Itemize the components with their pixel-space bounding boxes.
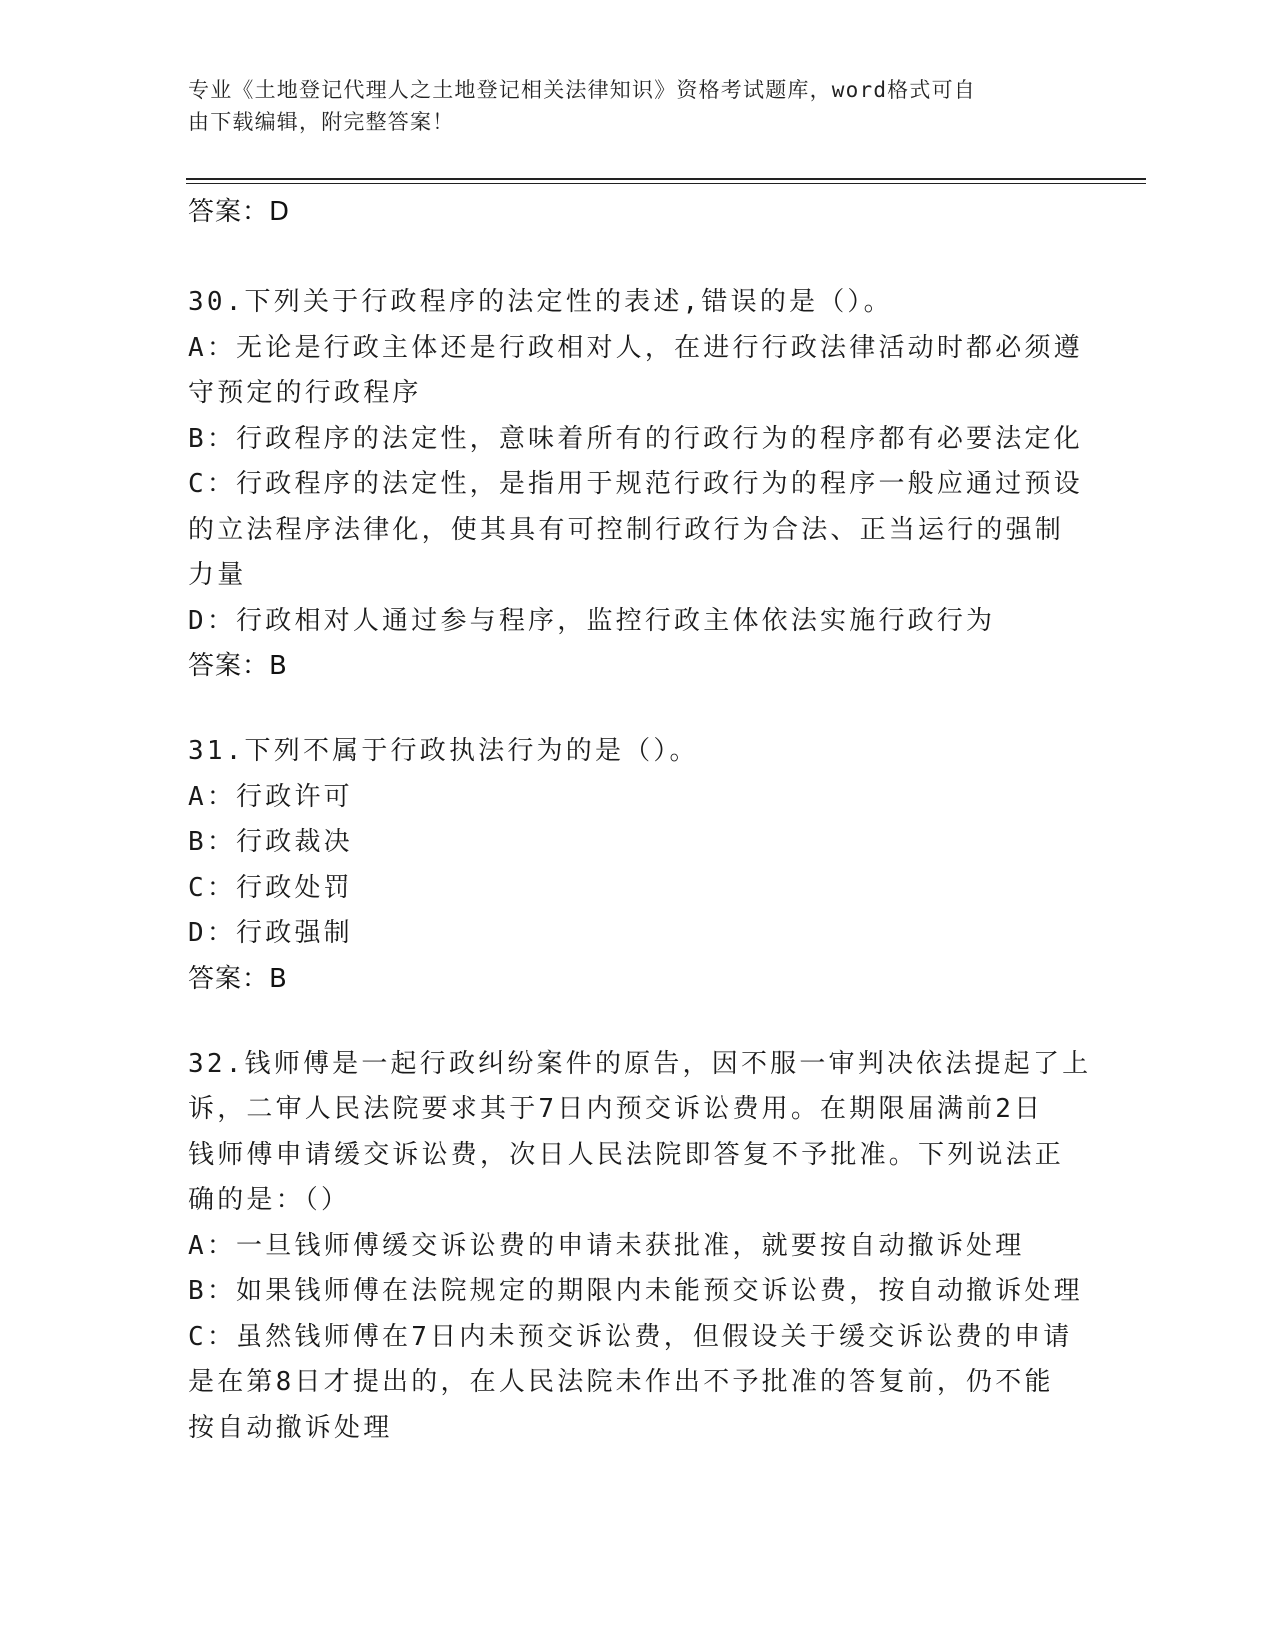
question-30-option-a: A：无论是行政主体还是行政相对人，在进行行政法律活动时都必须遵 [188, 332, 1083, 363]
question-30-option-b: B：行政程序的法定性，意味着所有的行政行为的程序都有必要法定化 [188, 423, 1083, 454]
question-32-stem-cont: 诉，二审人民法院要求其于7日内预交诉讼费用。在期限届满前2日 [188, 1094, 1044, 1124]
header-rule-thin [186, 183, 1146, 184]
question-30-option-a-cont: 守预定的行政程序 [188, 378, 422, 408]
question-31-option-c: C：行政处罚 [188, 872, 353, 903]
question-30-stem: 30.下列关于行政程序的法定性的表述,错误的是（）。 [188, 287, 893, 317]
question-32-option-c-cont: 是在第8日才提出的，在人民法院未作出不予批准的答复前，仍不能 [188, 1367, 1054, 1397]
question-32-stem-cont: 钱师傅申请缓交诉讼费，次日人民法院即答复不予批准。下列说法正 [188, 1139, 1065, 1170]
question-31-option-d: D：行政强制 [188, 918, 353, 948]
question-31-option-b: B：行政裁决 [188, 827, 353, 857]
document-body [188, 190, 1092, 1451]
question-32-stem-cont: 确的是：（） [188, 1185, 351, 1215]
header-line-1: 专业《土地登记代理人之土地登记相关法律知识》资格考试题库，word格式可自 [188, 78, 976, 102]
question-30-option-d: D：行政相对人通过参与程序，监控行政主体依法实施行政行为 [188, 605, 996, 636]
question-32-option-c: C：虽然钱师傅在7日内未预交诉讼费，但假设关于缓交诉讼费的申请 [188, 1321, 1073, 1352]
answer-previous: 答案：D [188, 197, 291, 227]
question-32-option-a: A：一旦钱师傅缓交诉讼费的申请未获批准，就要按自动撤诉处理 [188, 1230, 1025, 1261]
header-rule-thick [186, 178, 1146, 180]
spacer [188, 1002, 1078, 1042]
question-30-answer: 答案：B [188, 651, 288, 681]
header-line-2: 由下载编辑，附完整答案！ [188, 110, 455, 134]
spacer [188, 235, 1078, 280]
question-32-option-c-cont: 按自动撤诉处理 [188, 1412, 393, 1443]
question-30-option-c: C：行政程序的法定性，是指用于规范行政行为的程序一般应通过预设 [188, 469, 1083, 499]
question-31 [188, 729, 1078, 1002]
question-31-answer: 答案：B [188, 963, 288, 994]
question-32-stem: 32.钱师傅是一起行政纠纷案件的原告，因不服一审判决依法提起了上 [188, 1048, 1092, 1079]
question-31-stem: 31.下列不属于行政执法行为的是（）。 [188, 736, 699, 766]
question-32-option-b: B：如果钱师傅在法院规定的期限内未能预交诉讼费，按自动撤诉处理 [188, 1276, 1083, 1306]
question-30-option-c-cont: 的立法程序法律化，使其具有可控制行政行为合法、正当运行的强制 [188, 514, 1065, 545]
question-31-option-a: A：行政许可 [188, 781, 353, 812]
document-header [188, 74, 1068, 138]
question-30-option-c-cont: 力量 [188, 560, 247, 590]
spacer [188, 689, 1078, 729]
question-32 [188, 1042, 1092, 1452]
question-30 [188, 280, 1083, 689]
